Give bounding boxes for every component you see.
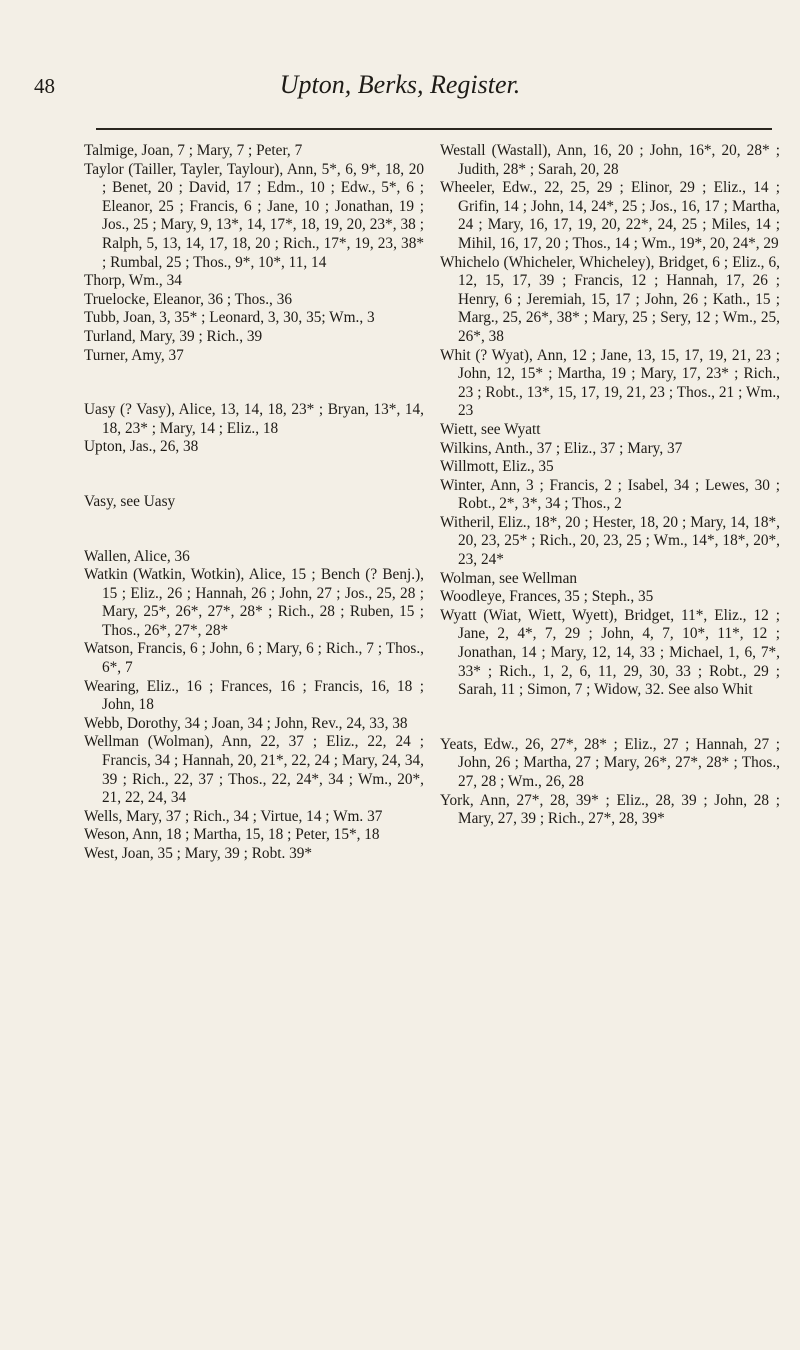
index-entry: Talmige, Joan, 7 ; Mary, 7 ; Peter, 7 [84, 142, 303, 159]
header-rule [96, 128, 772, 130]
index-entry: York, Ann, 27*, 28, 39* ; Eliz., 28, 39 ; John, 28 ; Mary, 27, 39 ; Rich., 27*, 28, 39* [440, 791, 780, 828]
left-index-column [84, 142, 424, 864]
index-entry: Wyatt (Wiat, Wiett, Wyett), Bridget, 11*, Eliz., 12 ; Jane, 2, 4*, 7, 29 ; John, 4, 7, 10*, 11*, 12 ; Jonathan, 14 ; Mary, 12, 14, 33 ; Michael, 1, 6, 7*, 33* ; Rich., 1, 2, 6, 11, 29, 30, 33 ; Robt., 29 ; Sarah, 11 ; Simon, 7 ; Widow, 32. See also Whit [440, 606, 780, 699]
index-entry: Turner, Amy, 37 [84, 346, 184, 364]
index-entry: Wallen, Alice, 36 [84, 547, 190, 565]
index-entry: Woodleye, Frances, 35 ; Steph., 35 [440, 588, 654, 606]
index-entry: Wearing, Eliz., 16 ; Frances, 16 ; Francis, 16, 18 ; John, 18 [84, 677, 424, 714]
index-entry: Wolman, see Wellman [440, 569, 578, 587]
index-entry: Westall (Wastall), Ann, 16, 20 ; John, 16*, 20, 28* ; Judith, 28* ; Sarah, 20, 28 [440, 142, 780, 178]
index-entry: Wells, Mary, 37 ; Rich., 34 ; Virtue, 14 ; Wm. 37 [84, 807, 383, 825]
right-index-column [440, 142, 780, 829]
index-entry: Wilkins, Anth., 37 ; Eliz., 37 ; Mary, 37 [440, 439, 683, 457]
index-entry: West, Joan, 35 ; Mary, 39 ; Robt. 39* [84, 845, 313, 862]
page-header [0, 60, 800, 110]
section-gap [84, 512, 424, 548]
index-entry: Weson, Ann, 18 ; Martha, 15, 18 ; Peter, 15*, 18 [84, 826, 380, 844]
index-entry: Wheeler, Edw., 22, 25, 29 ; Elinor, 29 ; Eliz., 14 ; Grifin, 14 ; John, 14, 24*, 25 ; Jos., 16, 17 ; Martha, 24 ; Mary, 16, 17, 19, 20, 22*, 24, 25 ; Miles, 14 ; Mihil, 16, 17, 20 ; Thos., 14 ; Wm., 19*, 20, 24*, 29 [440, 179, 780, 252]
index-entry: Uasy (? Vasy), Alice, 13, 14, 18, 23* ; Bryan, 13*, 14, 18, 23* ; Mary, 14 ; Eliz., 18 [84, 401, 424, 437]
index-entry: Thorp, Wm., 34 [84, 272, 182, 290]
section-gap [84, 365, 424, 401]
index-entry: Yeats, Edw., 26, 27*, 28* ; Eliz., 27 ; Hannah, 27 ; John, 26 ; Martha, 27 ; Mary, 26*, 27*, 28* ; Thos., 27, 28 ; Wm., 26, 28 [440, 735, 780, 790]
index-entry: Turland, Mary, 39 ; Rich., 39 [84, 327, 263, 345]
running-title: Upton, Berks, Register. [279, 70, 521, 99]
index-entry: Vasy, see Uasy [84, 492, 176, 510]
index-entry: Wellman (Wolman), Ann, 22, 37 ; Eliz., 22, 24 ; Francis, 34 ; Hannah, 20, 21*, 22, 24 ; Mary, 24, 34, 39 ; Rich., 22, 37 ; Thos., 22, 24*, 34 ; Wm., 20*, 21, 22, 24, 34 [84, 733, 424, 807]
index-entry: Upton, Jas., 26, 38 [84, 438, 199, 456]
index-entry: Wiett, see Wyatt [440, 420, 541, 438]
index-entry: Witheril, Eliz., 18*, 20 ; Hester, 18, 20 ; Mary, 14, 18*, 20, 23, 25* ; Rich., 20, 23, 25 ; Wm., 14*, 18*, 20*, 23, 24* [440, 513, 780, 569]
index-entry: Watkin (Watkin, Wotkin), Alice, 15 ; Bench (? Benj.), 15 ; Eliz., 26 ; Hannah, 26 ; John, 27 ; Jos., 25, 28 ; Mary, 25*, 26*, 27*, 28* ; Rich., 28 ; Ruben, 15 ; Thos., 26*, 27*, 28* [84, 566, 424, 639]
section-gap [440, 700, 780, 736]
index-entry: Tubb, Joan, 3, 35* ; Leonard, 3, 30, 35; Wm., 3 [84, 309, 375, 327]
index-entry: Whichelo (Whicheler, Whicheley), Bridget, 6 ; Eliz., 6, 12, 15, 17, 39 ; Francis, 12 ; Hannah, 17, 26 ; Henry, 6 ; Jeremiah, 15, 17 ; John, 26 ; Kath., 15 ; Marg., 25, 26*, 38* ; Mary, 25 ; Sery, 12 ; Wm., 25, 26*, 38 [440, 253, 780, 345]
index-entry: Willmott, Eliz., 35 [440, 458, 554, 476]
index-entry: Whit (? Wyat), Ann, 12 ; Jane, 13, 15, 17, 19, 21, 23 ; John, 12, 15* ; Martha, 19 ; Mary, 17, 23* ; Rich., 23 ; Robt., 13*, 15, 17, 19, 21, 23 ; Thos., 21 ; Wm., 23 [440, 346, 780, 420]
index-entry: Webb, Dorothy, 34 ; Joan, 34 ; John, Rev., 24, 33, 38 [84, 714, 408, 732]
index-entry: Taylor (Tailler, Tayler, Taylour), Ann, 5*, 6, 9*, 18, 20 ; Benet, 20 ; David, 17 ; Edm., 10 ; Edw., 5*, 6 ; Eleanor, 25 ; Francis, 6 ; Jane, 10 ; Jonathan, 19 ; Jos., 25 ; Mary, 9, 13*, 14, 17*, 18, 19, 20, 23*, 38 ; Ralph, 5, 13, 14, 17, 18, 20 ; Rich., 17*, 19, 23, 38* ; Rumbal, 25 ; Thos., 9*, 10*, 11, 14 [84, 160, 424, 271]
section-gap [84, 457, 424, 493]
index-entry: Watson, Francis, 6 ; John, 6 ; Mary, 6 ; Rich., 7 ; Thos., 6*, 7 [84, 640, 424, 677]
index-entry: Truelocke, Eleanor, 36 ; Thos., 36 [84, 290, 292, 308]
page-number: 48 [34, 74, 55, 98]
index-entry: Winter, Ann, 3 ; Francis, 2 ; Isabel, 34 ; Lewes, 30 ; Robt., 2*, 3*, 34 ; Thos., 2 [440, 476, 780, 513]
